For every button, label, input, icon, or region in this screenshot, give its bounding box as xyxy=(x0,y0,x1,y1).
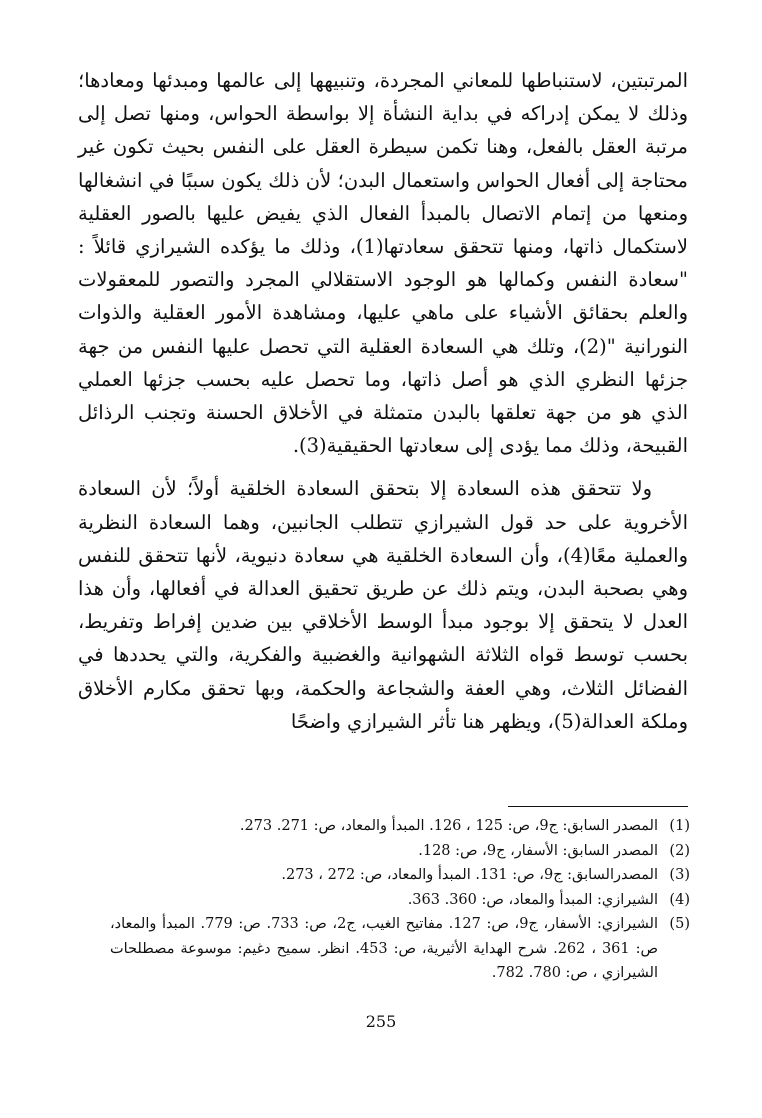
paragraph-1: المرتبتين، لاستنباطها للمعاني المجردة، وتنبيهها إلى عالمها ومبدئها ومعادها؛ وذلك لا يمكن إدراكه في بداية النشأة إلا بواسطة الحواس، ومنها تصل إلى مرتبة العقل بالفعل، وهنا تكمن سيطرة العقل على النفس بحيث تكون غير محتاجة إلى أفعال الحواس واستعمال البدن؛ لأن ذلك يكون سببًا في انشغالها ومنعها من إتمام الاتصال بالمبدأ الفعال الذي يفيض عليها بالصور العقلية لاستكمال ذاتها، ومنها تتحقق سعادتها(1)، وذلك ما يؤكده الشيرازي قائلاً : "سعادة النفس وكمالها هو الوجود الاستقلالي المجرد والتصور للمعقولات والعلم بحقائق الأشياء على ماهي عليها، ومشاهدة الأمور العقلية والذوات النورانية "(2)، وتلك هي السعادة العقلية التي تحصل عليها النفس من جهة جزئها النظري الذي هو أصل ذاتها، وما تحصل عليه بحسب جزئها العملي الذي هو من جهة تعلقها بالبدن متمثلة في الأخلاق الحسنة وتجنب الرذائل القبيحة، وذلك مما يؤدى إلى سعادتها الحقيقية(3). xyxy=(78,69,688,458)
footnote-text: الشيرازي: الأسفار، ج9، ص: 127. مفاتيح الغيب، ج2، ص: 733. ص: 779. المبدأ والمعاد، ص: 361 ، 262. شرح الهداية الأثيرية، ص: 453. انظر. سميح دغيم: موسوعة مصطلحات الشيرازي ، ص: 780. 782. xyxy=(110,916,659,981)
footnotes-list xyxy=(110,814,690,986)
footnote-1 xyxy=(110,814,690,839)
footnote-number: (4) xyxy=(669,891,690,908)
footnote-number: (5) xyxy=(669,916,690,932)
footnote-text: المصدرالسابق: ج9، ص: 131. المبدأ والمعاد، ص: 272 ، 273. xyxy=(281,867,658,883)
footnote-number: (3) xyxy=(669,867,690,883)
paragraph-2: ولا تتحقق هذه السعادة إلا بتحقق السعادة الخلقية أولاً؛ لأن السعادة الأخروية على حد قول الشيرازي تتطلب الجانبين، وهما السعادة النظرية والعملية معًا(4)، وأن السعادة الخلقية هي سعادة دنيوية، لأنها تتحقق للنفس وهي بصحبة البدن، ويتم ذلك عن طريق تحقيق العدالة في أفعالها، وأن هذا العدل لا يتحقق إلا بوجود مبدأ الوسط الأخلاقي بين ضدين إفراط وتفريط، بحسب توسط قواه الثلاثة الشهوانية والغضبية والفكرية، والتي يحددها في الفضائل الثلاث، وهي العفة والشجاعة والحكمة، وبها تحقق مكارم الأخلاق وملكة العدالة(5)، ويظهر هنا تأثر الشيرازي واضحًا xyxy=(78,477,688,733)
footnote-text: الشيرازي: المبدأ والمعاد، ص: 360. 363. xyxy=(407,891,658,908)
footnote-number: (2) xyxy=(669,842,690,859)
footnote-3 xyxy=(110,863,690,888)
footnote-separator xyxy=(508,806,688,807)
footnote-5 xyxy=(110,912,690,986)
footnote-4 xyxy=(110,888,690,913)
footnote-number: (1) xyxy=(669,818,690,834)
footnote-text: المصدر السابق: ج9، ص: 125 ، 126. المبدأ والمعاد، ص: 271. 273. xyxy=(239,818,658,834)
footnote-text: المصدر السابق: الأسفار، ج9، ص: 128. xyxy=(418,842,658,859)
main-text xyxy=(78,64,688,738)
page-number: 255 xyxy=(365,1012,397,1031)
footnote-2 xyxy=(110,839,690,864)
